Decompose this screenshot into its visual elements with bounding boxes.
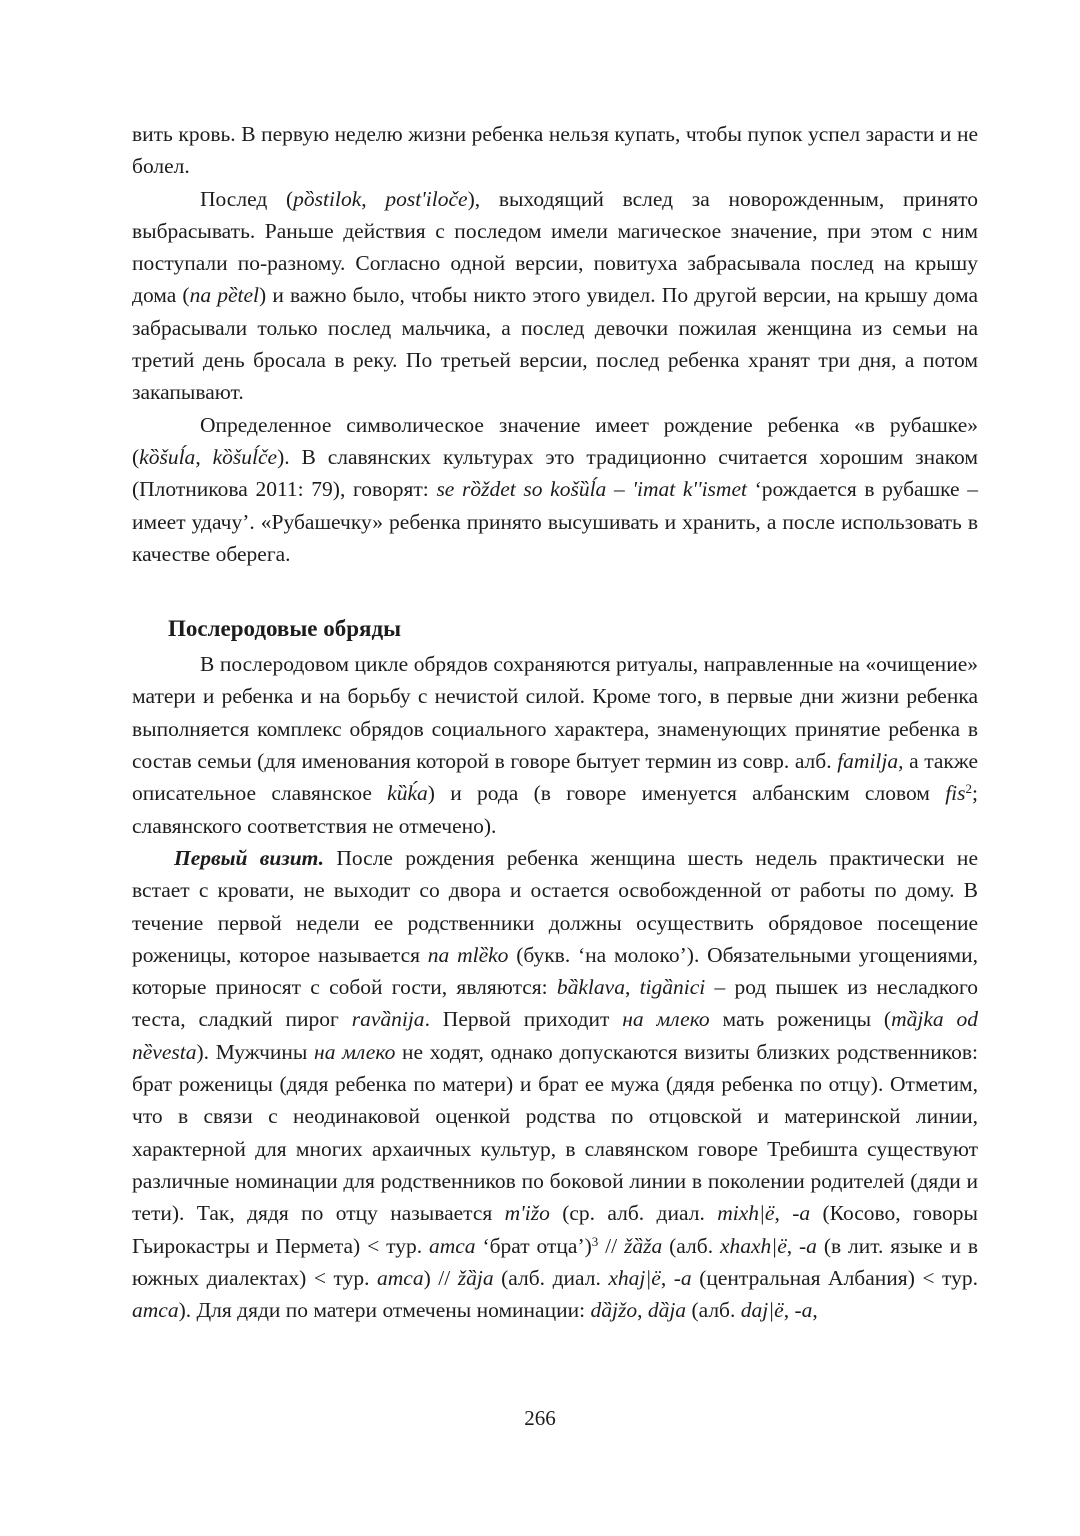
text-run: В послеродовом цикле обрядов сохраняются ритуалы, направленные на «очищение» матери и ребенка и на борьбу с нечистой силой. Кроме того, в первые дни жизни ребенка выполняется комплекс обрядов социального характера, знаменующих принятие ребенка в состав семьи (для именования которой в говоре бытует термин из совр. алб. <box>132 652 978 774</box>
text-run: se rȍždet so košȕĺa – 'imat k''ismet <box>436 477 747 502</box>
text-run: , <box>783 1298 795 1323</box>
text-run: 2 <box>965 781 973 797</box>
text-run: tigȁnici <box>639 975 706 1000</box>
text-run: dȁjžo <box>590 1298 638 1323</box>
text-run: 3 <box>591 1233 599 1249</box>
text-run: (алб. <box>662 1233 720 1258</box>
text-run: ) и рода (в говоре именуется албанским словом <box>427 781 946 806</box>
text-run: а также описательное славянское <box>132 749 978 806</box>
text-run: fis <box>945 781 966 806</box>
text-run: (Косово, говоры Гьирокастры и Пермета) < тур. <box>132 1201 979 1258</box>
text-run: na mlȅko <box>427 942 509 967</box>
text-run: xhaj|ë <box>608 1265 661 1290</box>
text-run: m'ižo <box>504 1201 550 1226</box>
paragraph <box>132 183 978 409</box>
text-run: Послед ( <box>200 186 294 211</box>
text-run: ). Мужчины <box>196 1039 315 1064</box>
text-run: (ср. алб. диал. <box>549 1201 718 1226</box>
text-run: xhaxh|ë <box>719 1233 787 1258</box>
text-run: kȕḱa <box>387 781 428 806</box>
text-run: mixh|ë <box>717 1201 775 1226</box>
text-run: kȍšuĺče <box>212 444 278 469</box>
text-run: мать роженицы ( <box>709 1007 892 1032</box>
text-run: Первый визит. <box>174 845 325 870</box>
text-run: . Первой приходит <box>424 1007 623 1032</box>
text-run: kȍšuĺa <box>139 444 196 469</box>
text-run: ) // <box>423 1265 458 1290</box>
page-number: 266 <box>524 1406 556 1430</box>
text-run: ‘брат отца’) <box>475 1233 592 1258</box>
text-run: familja, <box>837 749 904 774</box>
paragraph <box>132 648 978 842</box>
text-run: -a <box>794 1298 813 1323</box>
text-run: (алб. диал. <box>493 1265 609 1290</box>
text-run: post'iloče <box>385 186 468 211</box>
text-run: bȁklava <box>556 975 625 1000</box>
text-run: вить кровь. В первую неделю жизни ребенка нельзя купать, чтобы пупок успел зарасти и не болел. <box>132 122 978 179</box>
paragraph <box>132 409 978 570</box>
text-run: , <box>637 1298 648 1323</box>
text-run: , <box>624 975 640 1000</box>
text-run: ravȁnija <box>351 1007 425 1032</box>
text-run: После рождения ребенка женщина шесть недель практически не встает с кровати, не выходит со двора и остается освобожденной от работы по дому. В течение первой недели ее родственники должны осуществить обрядовое посещение роженицы, которое называется <box>132 845 978 967</box>
text-run: – род пышек из несладкого теста, сладкий пирог <box>132 975 979 1032</box>
text-run: , <box>812 1298 818 1323</box>
text-run: , <box>660 1265 674 1290</box>
text-run: mȁjka od nȅvesta <box>132 1007 979 1064</box>
text-run: (алб. <box>686 1298 741 1323</box>
text-run: ). В славянских культурах это традиционно считается хорошим знаком (Плотникова 2011: 79), говорят: <box>132 444 978 502</box>
text-run: amca <box>132 1298 179 1323</box>
text-run: ‘рождается в рубашке – имеет удачу’. «Рубашечку» ребенка принято высушивать и хранить, а после использовать в качестве оберега. <box>132 477 979 566</box>
text-run: amca <box>377 1265 424 1290</box>
page-body <box>132 118 978 1326</box>
text-run: žȁža <box>624 1233 663 1258</box>
text-run: , <box>195 444 213 469</box>
text-run: -a <box>792 1201 811 1226</box>
text-run: (букв. ‘на молоко’). Обязательными угощениями, которые приносят с собой гости, являются: <box>132 942 978 1000</box>
text-run: (центральная Албания) < тур. <box>691 1265 979 1290</box>
text-run: pȍstilok <box>293 186 362 211</box>
text-run: ) и важно было, чтобы никто этого увидел. По другой версии, на крышу дома забрасывали только послед мальчика, а послед девочки пожилая женщина из семьи на третий день бросала в реку. По третьей версии, послед ребенка хранят три дня, а потом закапывают. <box>132 283 978 405</box>
text-run: ), выходящий вслед за новорожденным, принято выбрасывать. Раньше действия с последом имели магическое значение, при этом с ним поступали по-разному. Согласно одной версии, повитуха забрасывала послед на крышу дома ( <box>132 186 979 308</box>
text-run: , <box>774 1201 793 1226</box>
text-run: -a <box>799 1233 817 1258</box>
paragraph <box>132 118 978 183</box>
text-run: ; славянского соответствия не отмечено). <box>132 781 978 838</box>
text-run: (в лит. языке и в южных диалектах) < тур. <box>132 1233 978 1290</box>
text-run: , <box>786 1233 800 1258</box>
section-heading: Послеродовые обряды <box>168 616 402 642</box>
text-run: не ходят, однако допускаются визиты близких родственников: брат роженицы (дядя ребенка по матери) и брат ее мужа (дядя ребенка по отцу). Отметим, что в связи с неодинаковой оценкой родства по отцовской и материнской линии, характерной для многих архаичных культур, в славянском говоре Требишта существуют различные номинации для родственников по боковой линии в поколении родителей (дяди и тети). Так, дядя по отцу называется <box>132 1039 978 1226</box>
text-run: // <box>598 1233 625 1258</box>
text-run: , <box>361 186 386 211</box>
text-run: daj|ë <box>740 1298 784 1323</box>
text-run: Определенное символическое значение имеет рождение ребенка «в рубашке» ( <box>132 412 978 469</box>
paragraph <box>132 842 978 1326</box>
text-run: na pȅtel <box>189 283 260 308</box>
text-run: ). Для дяди по матери отмечены номинации: <box>178 1298 591 1323</box>
text-run: на млеко <box>314 1039 396 1064</box>
text-run: amca <box>428 1233 476 1258</box>
text-run: на млеко <box>622 1007 710 1032</box>
text-run: -a <box>673 1265 692 1290</box>
text-run: žȁja <box>457 1265 494 1290</box>
text-run: dȁja <box>647 1298 687 1323</box>
